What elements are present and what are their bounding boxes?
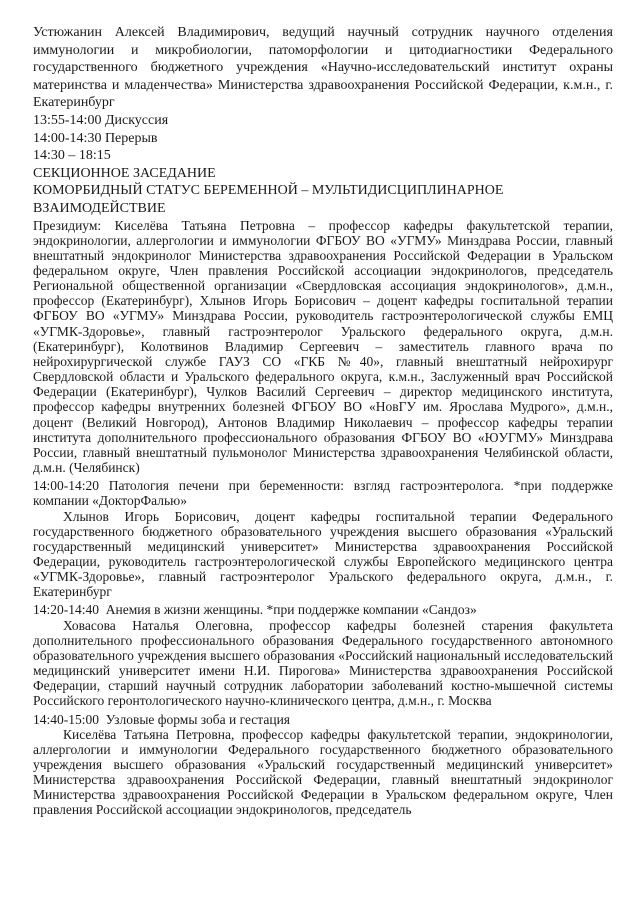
session-type-heading: СЕКЦИОННОЕ ЗАСЕДАНИЕ: [33, 165, 216, 181]
session-time-range: 14:30 – 18:15: [33, 148, 111, 164]
talk-3-time-title: 14:40-15:00 Узловые формы зоба и гестация: [33, 711, 291, 727]
presidium-list: Президиум: Киселёва Татьяна Петровна – профессор кафедры факультетской терапии, эндокринологии, аллергологии и иммунологии ФГБОУ ВО «УГМУ» Минздрава России, главный внештатный эндокринолог Министерства здравоохранения Российской Федерации в Уральском федеральном округе, Член правления Российской ассоциации эндокринологов, председатель Региональной общественной организации «Свердловская ассоциация эндокринологов», д.м.н., профессор (Екатеринбург), Хлынов Игорь Борисович – доцент кафедры госпитальной терапии ФГБОУ ВО «УГМУ» Минздрава России, руководитель гастроэнтерологической службы ЕМЦ «УГМК-Здоровье», главный гастроэнтеролог Уральского федерального округа, д.м.н. (Екатеринбург), Колотвинов Владимир Сергеевич – заместитель главного врача по нейрохирургической службе ГАУЗ СО «ГКБ №40», главный внештатный нейрохирург Свердловской области и Уральского федерального округа, к.м.н., Заслуженный врач Российской Федерации (Екатеринбург), Чулков Василий Сергеевич – директор медицинского института, профессор кафедры внутренних болезней ФГБОУ ВО «НовГУ им. Ярослава Мудрого», д.м.н., доцент (Великий Новгород), Антонов Владимир Николаевич – профессор кафедры терапии института дополнительного профессионального образования ФГБОУ ВО «ЮУГМУ» Минздрава России, главный внештатный пульмонолог Министерства здравоохранения Челябинской области, д.м.н. (Челябинск): [33, 217, 613, 476]
time-entry-discussion: 13:55-14:00 Дискуссия: [33, 112, 169, 128]
talk-3-speaker-affiliation: Киселёва Татьяна Петровна, профессор кафедры факультетской терапии, эндокринологии, аллергологии и иммунологии Федерального государственного бюджетного образовательного учреждения высшего образования «Уральский государственный медицинский университет» Министерства здравоохранения Российской Федерации, главный внештатный эндокринолог Министерства здравоохранения Российской Федерации в Уральском федеральном округе, Член правления Российской ассоциации эндокринологов, председатель: [33, 726, 613, 818]
talk-2-speaker-affiliation: Ховасова Наталья Олеговна, профессор кафедры болезней старения факультета дополнительного профессионального образования Федерального государственного автономного образовательного учреждения высшего образования «Российский национальный исследовательский медицинский университет имени Н.И. Пирогова» Министерства здравоохранения Российской Федерации, старший научный сотрудник лаборатории заболеваний костно-мышечной системы Российского геронтологического научно-клинического центра, д.м.н., г. Москва: [33, 617, 613, 709]
time-entry-break: 14:00-14:30 Перерыв: [33, 130, 158, 146]
talk-1-time-title: 14:00-14:20 Патология печени при беременности: взгляд гастроэнтеролога. *при поддержке компании «ДокторФалью»: [33, 478, 613, 509]
speaker-affiliation-ustyuzhanin: Устюжанин Алексей Владимирович, ведущий научный сотрудник научного отделения иммунологии и микробиологии, патоморфологии и цитодиагностики Федерального государственного бюджетного учреждения «Научно-исследовательский институт охраны материнства и младенчества» Министерства здравоохранения Российской Федерации, к.м.н., г. Екатеринбург: [33, 25, 613, 111]
talk-1-speaker-affiliation: Хлынов Игорь Борисович, доцент кафедры госпитальной терапии Федерального государственного бюджетного образовательного учреждения высшего образования «Уральский государственный медицинский университет» Министерства здравоохранения Российской Федерации, руководитель гастроэнтерологической службы Европейского медицинского центра «УГМК-Здоровье», главный гастроэнтеролог Уральского федерального округа, д.м.н., г. Екатеринбург: [33, 508, 613, 600]
session-title-heading: КОМОРБИДНЫЙ СТАТУС БЕРЕМЕННОЙ – МУЛЬТИДИСЦИПЛИНАРНОЕ ВЗАИМОДЕЙСТВИЕ: [33, 183, 504, 216]
talk-2-time-title: 14:20-14:40 Анемия в жизни женщины. *при поддержке компании «Сандоз»: [33, 602, 477, 618]
